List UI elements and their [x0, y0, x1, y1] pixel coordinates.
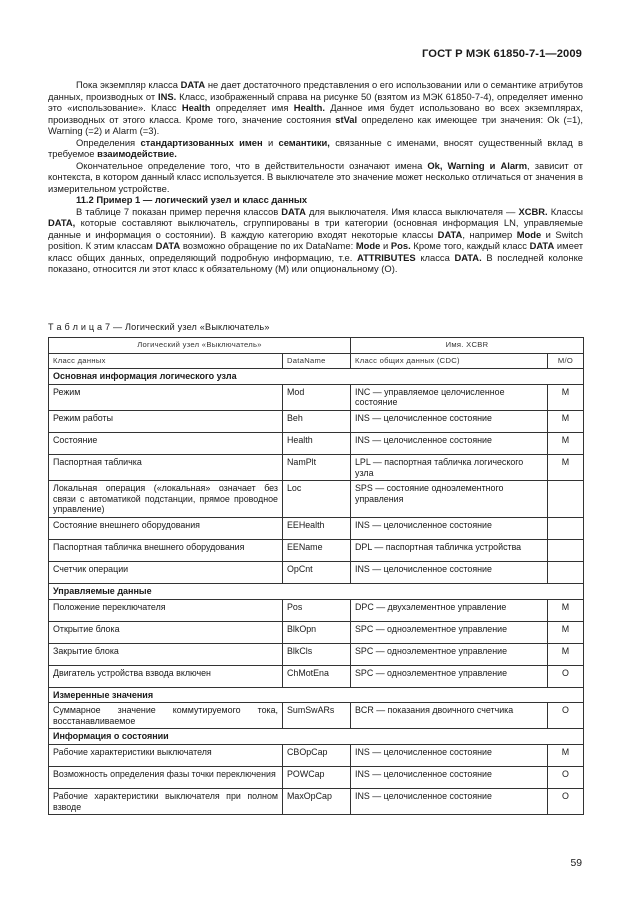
table-row — [49, 517, 584, 539]
cdc-cell: SPC — одноэлементное управление — [351, 665, 548, 687]
bold-term: DATA — [529, 240, 555, 251]
text-run: и — [380, 240, 391, 251]
bold-term: DATA — [180, 79, 206, 90]
data-class-cell: Состояние — [49, 432, 283, 454]
data-class-cell: Положение переключателя — [49, 599, 283, 621]
data-class-cell: Режим работы — [49, 410, 283, 432]
table-row — [49, 384, 584, 410]
cdc-cell: SPC — одноэлементное управление — [351, 643, 548, 665]
mo-cell: O — [548, 665, 584, 687]
table-row — [49, 481, 584, 518]
paragraph — [48, 79, 583, 137]
text-run: В таблице 7 показан пример перечня классов — [76, 205, 282, 217]
text-run: и Switch position. К этим классам — [48, 228, 584, 251]
data-class-cell: Паспортная табличка — [49, 454, 283, 480]
dataname-cell: EEName — [283, 539, 351, 561]
data-class-cell: Рабочие характеристики выключателя при полном взводе — [49, 788, 283, 814]
bold-term: Mode — [355, 240, 381, 251]
mo-cell: M — [548, 454, 584, 480]
data-class-cell: Счетчик операции — [49, 561, 283, 583]
section-title: Информация о состоянии — [49, 729, 584, 745]
table-row — [49, 665, 584, 687]
cdc-cell: INS — целочисленное состояние — [351, 432, 548, 454]
logical-node-table — [48, 337, 584, 815]
data-class-cell: Рабочие характеристики выключателя — [49, 744, 283, 766]
table-row — [49, 744, 584, 766]
bold-term: Health. — [293, 102, 325, 113]
dataname-cell: SumSwARs — [283, 703, 351, 729]
mo-cell: M — [548, 432, 584, 454]
section-row — [49, 687, 584, 703]
dataname-cell: Health — [283, 432, 351, 454]
cdc-cell: BCR — показания двоичного счетчика — [351, 703, 548, 729]
table-row — [49, 599, 584, 621]
mo-cell — [548, 517, 584, 539]
mo-cell — [548, 539, 584, 561]
text-run: Определения — [76, 136, 141, 148]
section-row — [49, 583, 584, 599]
table-row — [49, 432, 584, 454]
text-run: связанные с именами, вносят существенный вклад в требуемое — [48, 136, 583, 159]
body-text — [48, 79, 583, 275]
dataname-cell: Mod — [283, 384, 351, 410]
dataname-cell: EEHealth — [283, 517, 351, 539]
dataname-cell: BlkOpn — [283, 621, 351, 643]
bold-term: stVal — [335, 113, 358, 125]
data-class-cell: Суммарное значение коммутируемого тока, восстанавливаемое — [49, 703, 283, 729]
text-run: , зависит от контекста, в котором данный класс используется. В выключателе это значение может несколько отличаться от значения в измерительном устройстве. — [48, 159, 583, 194]
cdc-cell: INS — целочисленное состояние — [351, 410, 548, 432]
data-class-cell: Состояние внешнего оборудования — [49, 517, 283, 539]
page-number: 59 — [570, 858, 582, 869]
text-run: класса — [415, 251, 455, 263]
table-row — [49, 643, 584, 665]
paragraph — [48, 206, 583, 275]
mo-cell: M — [548, 410, 584, 432]
cdc-cell: DPL — паспортная табличка устройства — [351, 539, 548, 561]
dataname-cell: POWCap — [283, 766, 351, 788]
cdc-cell: INS — целочисленное состояние — [351, 766, 548, 788]
table-row — [49, 766, 584, 788]
text-run: Данное имя будет использовано во всех экземплярах, производных от этого класса. Кроме того, значение состояния — [48, 102, 583, 125]
dataname-cell: BlkCls — [283, 643, 351, 665]
data-class-cell: Закрытие блока — [49, 643, 283, 665]
bold-term: DATA. — [454, 251, 482, 263]
mo-cell: M — [548, 384, 584, 410]
cdc-cell: DPC — двухэлементное управление — [351, 599, 548, 621]
dataname-cell: Loc — [283, 481, 351, 518]
text-run: которые составляют выключатель, сгруппированы в три категории (основная информация LN, управляемые данные и информация о состоянии). В каждую категорию входят некоторые классы — [48, 217, 583, 240]
bold-term: Health — [181, 102, 211, 113]
bold-term: стандартизованных имен — [140, 136, 263, 148]
paragraph — [48, 137, 583, 160]
mo-cell: O — [548, 703, 584, 729]
text-run: Пока экземпляр класса — [76, 79, 181, 90]
text-run: и — [262, 136, 279, 148]
mo-cell — [548, 561, 584, 583]
bold-term: DATA, — [48, 217, 76, 228]
column-header-cdc: Класс общих данных (CDC) — [351, 353, 548, 369]
dataname-cell: ChMotEna — [283, 665, 351, 687]
text-run: Класс, изображенный справа на рисунке 50 (взятом из МЭК 61850-7-4), определяет именно это «использование». Класс — [48, 90, 583, 113]
bold-term: XCBR. — [518, 205, 548, 217]
cdc-cell: INC — управляемое целочисленное состояние — [351, 384, 548, 410]
cdc-cell: SPC — одноэлементное управление — [351, 621, 548, 643]
mo-cell: M — [548, 744, 584, 766]
section-title: Основная информация логического узла — [49, 369, 584, 385]
text-run: В последней колонке показано, относится ли этот класс к обязательному (M) или опциональному (O). — [48, 251, 583, 274]
table-header-row-1 — [49, 338, 584, 354]
mo-cell: M — [548, 643, 584, 665]
data-class-cell: Открытие блока — [49, 621, 283, 643]
standard-header: ГОСТ Р МЭК 61850-7-1—2009 — [421, 48, 582, 60]
data-class-cell: Локальная операция («локальная» означает без связи с автоматикой подстанции, прямое проводное управление) — [49, 481, 283, 518]
data-class-cell: Возможность определения фазы точки переключения — [49, 766, 283, 788]
cdc-cell: SPS — состояние одноэлементного управления — [351, 481, 548, 518]
table-row — [49, 788, 584, 814]
table-row — [49, 703, 584, 729]
bold-term: DATA — [437, 228, 463, 240]
mo-cell: O — [548, 766, 584, 788]
bold-term: INS. — [158, 90, 177, 102]
bold-term: семантики, — [278, 136, 330, 148]
data-class-cell: Двигатель устройства взвода включен — [49, 665, 283, 687]
text-run: возможно обращение по их DataName: — [180, 240, 356, 251]
text-run: Классы — [547, 205, 583, 217]
section-heading: 11.2 Пример 1 — логический узел и класс данных — [76, 194, 308, 205]
text-run: , например — [462, 228, 517, 240]
paragraph — [48, 194, 583, 206]
mo-cell: O — [548, 788, 584, 814]
column-header-mo: M/O — [548, 353, 584, 369]
cdc-cell: INS — целочисленное состояние — [351, 788, 548, 814]
header-class-name: Имя. XCBR — [351, 338, 584, 354]
mo-cell — [548, 481, 584, 518]
bold-term: взаимодействие. — [97, 148, 177, 159]
table-row — [49, 561, 584, 583]
dataname-cell: NamPlt — [283, 454, 351, 480]
table-caption: Т а б л и ц а 7 — Логический узел «Выключатель» — [48, 322, 270, 332]
text-run: не дает достаточного представления о его использовании или о семантике атрибутов данных, производных от — [48, 79, 583, 102]
column-header-data-class: Класс данных — [49, 353, 283, 369]
section-title: Измеренные значения — [49, 687, 584, 703]
table-row — [49, 454, 584, 480]
data-class-cell: Паспортная табличка внешнего оборудования — [49, 539, 283, 561]
header-logical-node: Логический узел «Выключатель» — [49, 338, 351, 354]
text-run: определяет имя — [210, 102, 294, 113]
table-row — [49, 539, 584, 561]
text-run: Кроме того, каждый класс — [410, 240, 530, 251]
dataname-cell: Beh — [283, 410, 351, 432]
cdc-cell: INS — целочисленное состояние — [351, 561, 548, 583]
cdc-cell: INS — целочисленное состояние — [351, 517, 548, 539]
section-row — [49, 369, 584, 385]
text-run: имеет класс общих данных, определяющий подробную информацию, т.е. — [48, 240, 584, 263]
bold-term: Ok, Warning и Alarm — [427, 159, 528, 171]
dataname-cell: OpCnt — [283, 561, 351, 583]
cdc-cell: INS — целочисленное состояние — [351, 744, 548, 766]
text-run: определено как имеющее три значения: Ok (=1), Warning (=2) и Alarm (=3). — [48, 113, 583, 136]
dataname-cell: Pos — [283, 599, 351, 621]
bold-term: ATTRIBUTES — [357, 251, 416, 263]
text-run: для выключателя. Имя класса выключателя — — [305, 205, 519, 217]
dataname-cell: MaxOpCap — [283, 788, 351, 814]
text-run: Окончательное определение того, что в действительности означают имена — [76, 159, 428, 171]
data-class-cell: Режим — [49, 384, 283, 410]
column-header-dataname: DataName — [283, 353, 351, 369]
table-row — [49, 621, 584, 643]
cdc-cell: LPL — паспортная табличка логического узла — [351, 454, 548, 480]
paragraph — [48, 160, 583, 195]
mo-cell: M — [548, 621, 584, 643]
dataname-cell: CBOpCap — [283, 744, 351, 766]
bold-term: DATA — [281, 205, 306, 217]
table-header-row-2 — [49, 353, 584, 369]
bold-term: DATA — [155, 240, 181, 251]
section-row — [49, 729, 584, 745]
section-title: Управляемые данные — [49, 583, 584, 599]
table-row — [49, 410, 584, 432]
bold-term: Pos. — [390, 240, 411, 251]
bold-term: Mode — [516, 228, 542, 240]
mo-cell: M — [548, 599, 584, 621]
